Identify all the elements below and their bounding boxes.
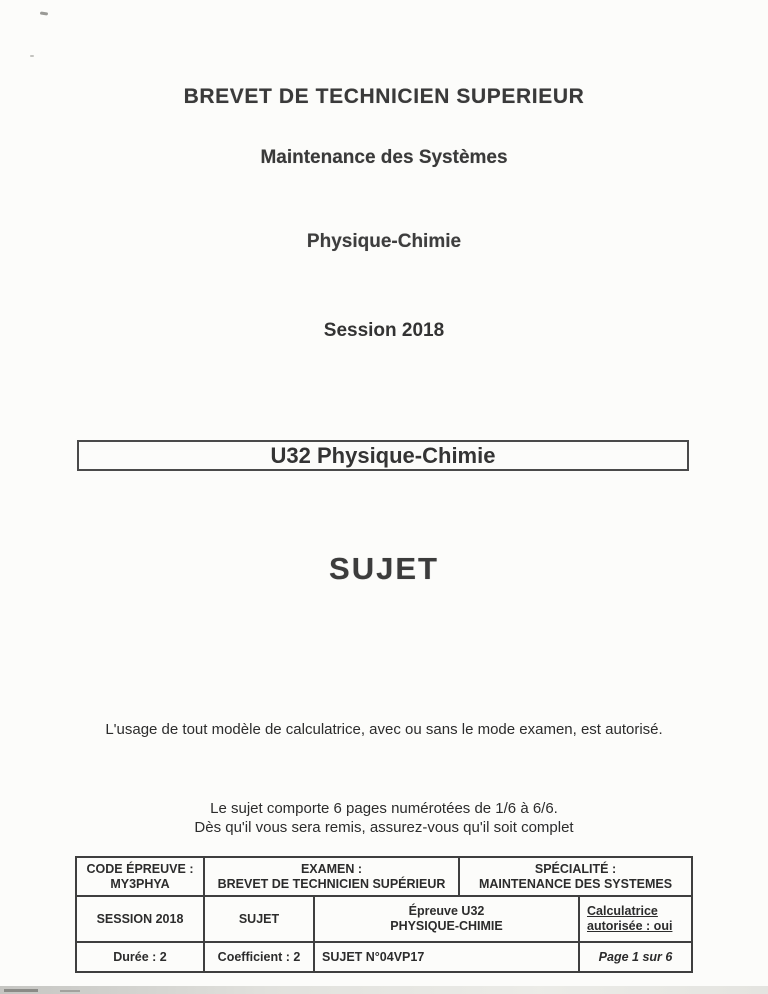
examen-value: BREVET DE TECHNICIEN SUPÉRIEUR: [217, 876, 446, 891]
code-epreuve-label: CODE ÉPREUVE :: [86, 861, 194, 876]
pages-count-note: Le sujet comporte 6 pages numérotées de 1/6 à 6/6.: [210, 800, 558, 817]
completeness-note: Dès qu'il vous sera remis, assurez-vous qu'il soit complet: [194, 819, 574, 836]
session-value: SESSION 2018: [96, 911, 184, 926]
unit-title-box: U32 Physique-Chimie: [77, 440, 689, 471]
duree-cell: [77, 943, 203, 971]
coefficient-value: Coefficient : 2: [217, 949, 301, 964]
scan-speck: [30, 55, 34, 57]
specialite-value: MAINTENANCE DES SYSTEMES: [478, 876, 673, 891]
scan-dash-artifact: [60, 990, 80, 992]
scan-edge-artifact: [0, 986, 768, 994]
specialite-label: SPÉCIALITÉ :: [534, 861, 617, 876]
sujet-ref-cell: [313, 943, 578, 971]
subject-name: Physique-Chimie: [306, 231, 462, 252]
session-cell: [77, 897, 203, 941]
epreuve-line1: Épreuve U32: [408, 904, 485, 918]
exam-info-table: [75, 856, 693, 973]
scan-dash-artifact: [4, 989, 38, 992]
page-indicator-cell: [578, 943, 691, 971]
calculator-note: L'usage de tout modèle de calculatrice, avec ou sans le mode examen, est autorisé.: [105, 721, 663, 738]
table-row: [77, 858, 691, 895]
table-row: [77, 941, 691, 971]
calculatrice-line1: Calculatrice: [587, 904, 658, 918]
examen-cell: [203, 858, 458, 895]
calculatrice-cell: [578, 897, 691, 941]
document-title: BREVET DE TECHNICIEN SUPERIEUR: [183, 85, 585, 108]
examen-label: EXAMEN :: [300, 861, 363, 876]
epreuve-cell: [313, 897, 578, 941]
calculatrice-line2: autorisée : oui: [587, 919, 673, 933]
epreuve-line2: PHYSIQUE-CHIMIE: [390, 919, 503, 933]
coefficient-cell: [203, 943, 313, 971]
scan-speck: [40, 11, 48, 15]
program-name: Maintenance des Systèmes: [260, 147, 508, 168]
specialite-cell: [458, 858, 691, 895]
sujet-cell: [203, 897, 313, 941]
document-type-heading: SUJET: [329, 551, 439, 586]
code-epreuve-value: MY3PHYA: [110, 876, 170, 891]
page-indicator-value: Page 1 sur 6: [598, 949, 673, 964]
session-label: Session 2018: [323, 320, 445, 341]
code-epreuve-cell: [77, 858, 203, 895]
sujet-value: SUJET: [238, 911, 280, 926]
sujet-ref-value: SUJET N°04VP17: [322, 949, 425, 964]
duree-value: Durée : 2: [113, 949, 167, 964]
table-row: [77, 895, 691, 941]
